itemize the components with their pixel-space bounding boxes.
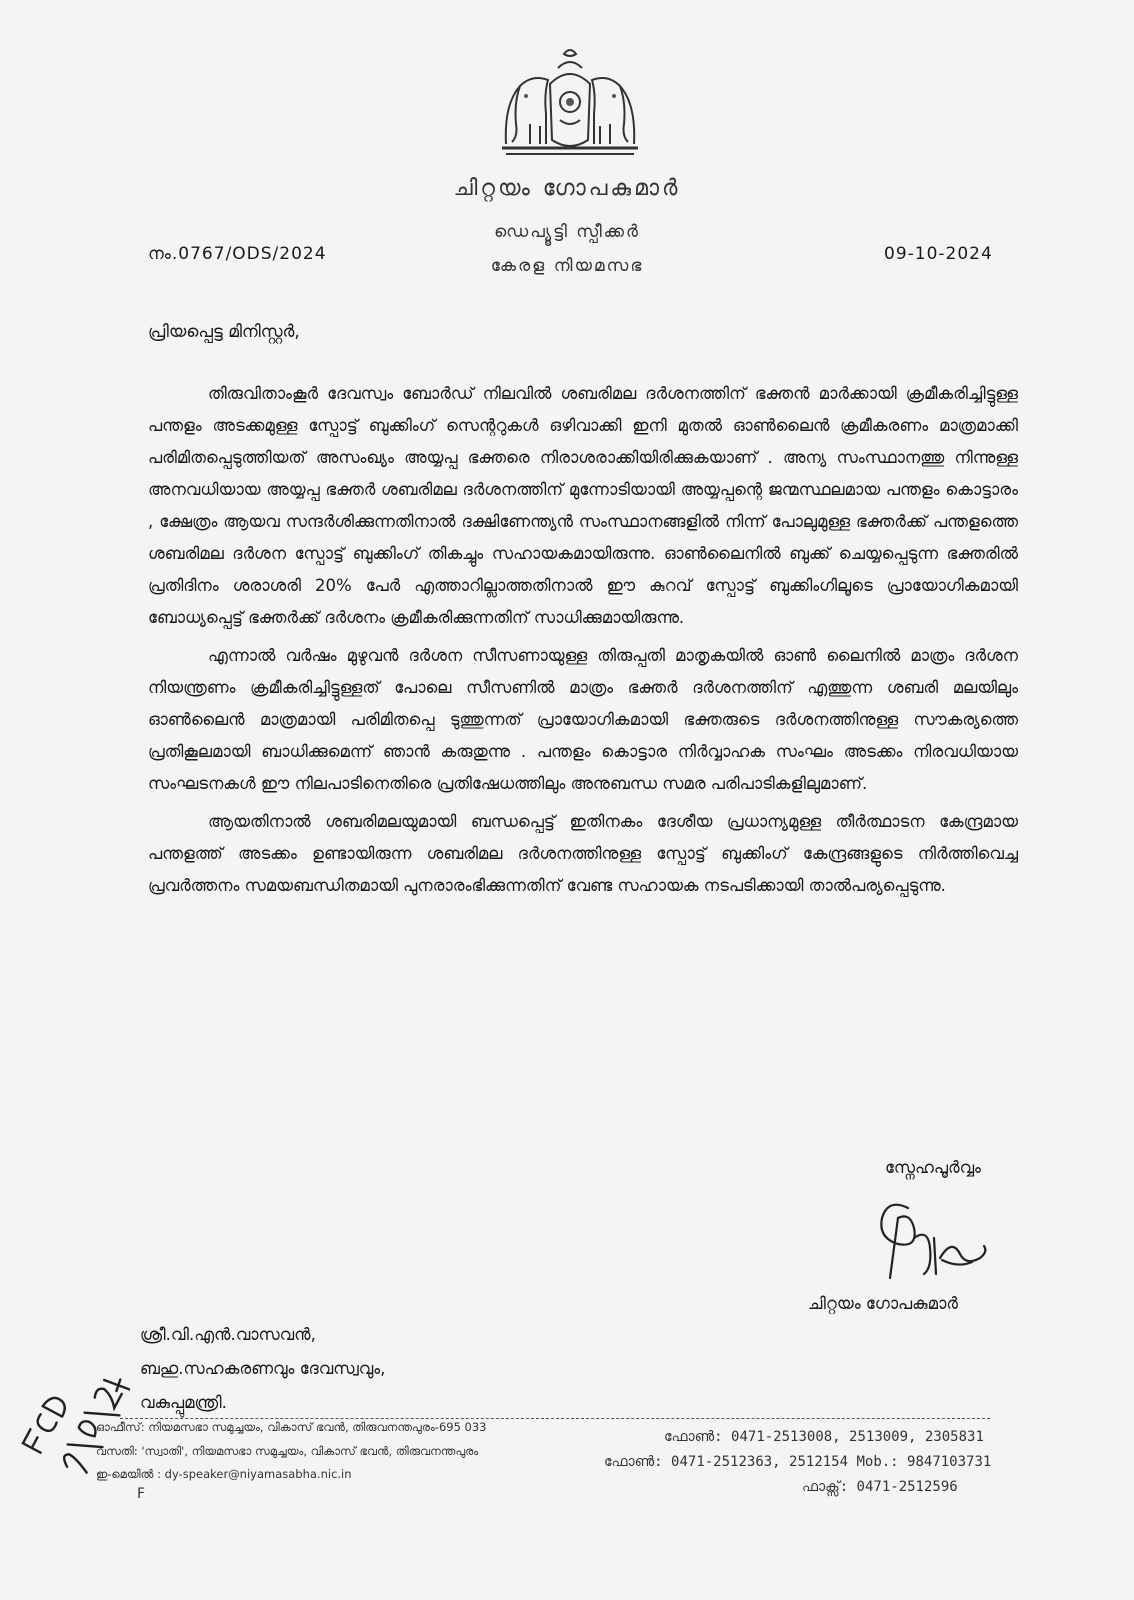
footer-office-address: ഓഫീസ്: നിയമസഭാ സമുച്ചയം, വികാസ് ഭവൻ, തിരുവനന്തപുരം-695 033: [96, 1420, 487, 1434]
footer-phone-residence: ഫോൺ: 0471-2512363, 2512154 Mob.: 9847103731: [604, 1454, 992, 1470]
kerala-emblem-icon: [500, 44, 640, 162]
letter-date: 09-10-2024: [884, 244, 993, 264]
closing: സ്നേഹപൂർവ്വം: [885, 1158, 981, 1177]
footer-fax: ഫാക്സ്: 0471-2512596: [802, 1479, 958, 1495]
sender-office: കേരള നിയമസഭ: [490, 256, 644, 276]
footer-email: ഇ-മെയിൽ : dy-speaker@niyamasabha.nic.in: [96, 1467, 352, 1481]
footer-residence-address: വസതി: 'സ്വാതി', നിയമസഭാ സമുച്ചയം, വികാസ് ഭവൻ, തിരുവനന്തപുരം: [96, 1444, 479, 1458]
addressee-name: ശ്രീ.വി.എൻ.വാസവൻ,: [140, 1325, 316, 1344]
addressee-title: ബഹു.സഹകരണവും ദേവസ്വവും,: [140, 1359, 386, 1378]
body-paragraph: എന്നാൽ വർഷം മുഴുവൻ ദർശന സീസണായുള്ള തിരുപ്പതി മാതൃകയിൽ ഓൺ ലൈനിൽ മാത്രം ദർശന നിയന്ത്രണം ക്രമീകരിച്ചിട്ടുള്ളത് പോലെ സീസണിൽ മാത്രം ഭക്തർ ദർശനത്തിന് എത്തുന്ന ശബരി മലയിലും ഓൺലൈൻ മാത്രമായി പരിമിതപ്പെ ടുത്തുന്നത് പ്രായോഗികമായി ഭക്തരുടെ ദർശനത്തിനുള്ള സൗകര്യത്തെ പ്രതികൂലമായി ബാധിക്കുമെന്ന് ഞാൻ കരുതുന്നു . പന്തളം കൊട്ടാര നിർവ്വാഹക സംഘം അടക്കം നിരവധിയായ സംഘടനകൾ ഈ നിലപാടിനെതിരെ പ്രതിഷേധത്തിലും അനുബന്ധ സമര പരിപാടികളിലുമാണ്.: [148, 646, 1018, 793]
footer-phone-office: ഫോൺ: 0471-2513008, 2513009, 2305831: [664, 1429, 984, 1445]
reference-number: നം.0767/ODS/2024: [148, 244, 327, 264]
letter-body: [148, 378, 1018, 908]
signature-icon: [868, 1188, 998, 1288]
salutation: പ്രിയപ്പെട്ട മിനിസ്റ്റർ,: [148, 322, 300, 342]
sender-name: ചിറ്റയം ഗോപകുമാർ: [453, 176, 681, 201]
addressee-department: വകുപ്പുമന്ത്രി.: [140, 1393, 227, 1412]
addressee-block: [140, 1318, 385, 1420]
footer-mark: F: [137, 1486, 146, 1502]
footer-divider: [120, 1418, 990, 1419]
body-paragraph: തിരുവിതാംകൂർ ദേവസ്വം ബോർഡ് നിലവിൽ ശബരിമല ദർശനത്തിന് ഭക്തൻ മാർക്കായി ക്രമീകരിച്ചിട്ടുള്ള പന്തളം അടക്കമുള്ള സ്പോട്ട് ബുക്കിംഗ് സെന്ററുകൾ ഒഴിവാക്കി ഇനി മുതൽ ഓൺലൈൻ ക്രമീകരണം മാത്രമാക്കി പരിമിതപ്പെടുത്തിയത് അസംഖ്യം അയ്യപ്പ ഭക്തരെ നിരാശരാക്കിയിരിക്കുകയാണ് . അന്യ സംസ്ഥാനത്തു നിന്നുള്ള അനവധിയായ അയ്യപ്പ ഭക്തർ ശബരിമല ദർശനത്തിന് മുന്നോടിയായി അയ്യപ്പന്റെ ജന്മസ്ഥലമായ പന്തളം കൊട്ടാരം , ക്ഷേത്രം ആയവ സന്ദർശിക്കുന്നതിനാൽ ദക്ഷിണേന്ത്യൻ സംസ്ഥാനങ്ങളിൽ നിന്ന് പോലുമുള്ള ഭക്തർക്ക് പന്തളത്തെ ശബരിമല ദർശന സ്പോട്ട് ബുക്കിംഗ് തികച്ചും സഹായകമായിരുന്നു. ഓൺലൈനിൽ ബുക്ക് ചെയ്യപ്പെടുന്ന ഭക്തരിൽ പ്രതിദിനം ശരാശരി 20% പേർ എത്താറില്ലാത്തതിനാൽ ഈ കുറവ് സ്പോട്ട് ബുക്കിംഗിലൂടെ പ്രായോഗികമായി ബോധ്യപ്പെട്ട് ഭക്തർക്ക് ദർശനം ക്രമീകരിക്കുന്നതിന് സാധിക്കുമായിരുന്നു.: [148, 384, 1018, 627]
body-paragraph: ആയതിനാൽ ശബരിമലയുമായി ബന്ധപ്പെട്ട് ഇതിനകം ദേശീയ പ്രധാന്യമുള്ള തീർത്ഥാടന കേന്ദ്രമായ പന്തളത്ത് അടക്കം ഉണ്ടായിരുന്ന ശബരിമല ദർശനത്തിനുള്ള സ്പോട്ട് ബുക്കിംഗ് കേന്ദ്രങ്ങളുടെ നിർത്തിവെച്ച പ്രവർത്തനം സമയബന്ധിതമായി പുനരാരംഭിക്കുന്നതിന് വേണ്ട സഹായക നടപടിക്കായി താൽപര്യപ്പെടുന്നു.: [148, 812, 1018, 895]
signer-name: ചിറ്റയം ഗോപകുമാർ: [808, 1294, 958, 1313]
sender-designation: ഡെപ്യൂട്ടി സ്പീക്കർ: [494, 222, 640, 242]
